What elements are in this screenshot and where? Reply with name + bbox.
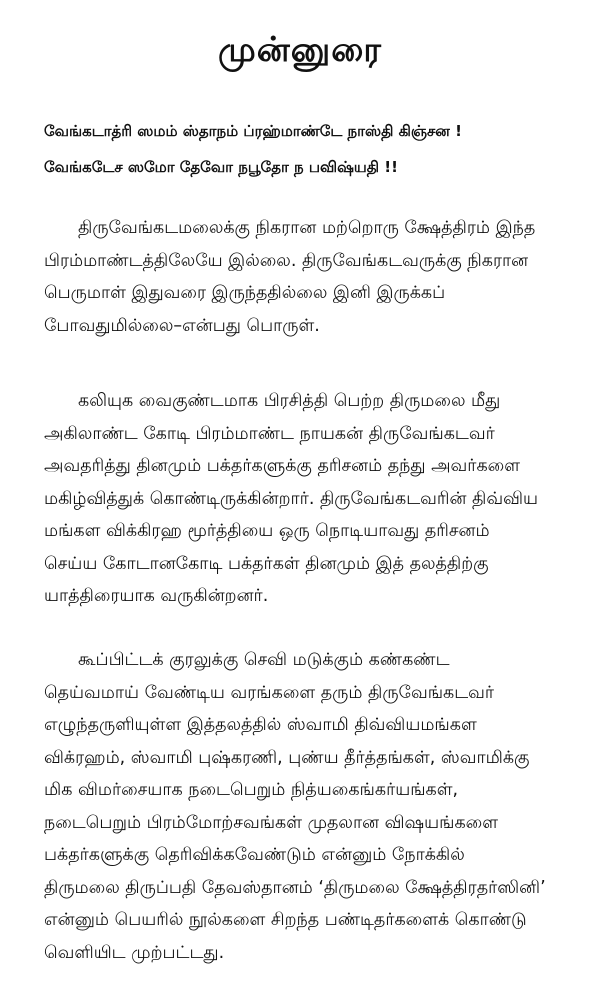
sloka-line-1: வேங்கடாத்ரி ஸமம் ஸ்தாநம் ப்ரஹ்மாண்டே நாஸ்தி கிஞ்சன !	[44, 122, 462, 140]
paragraph-line: கலியுக வைகுண்டமாக பிரசித்தி பெற்ற திருமலை மீது	[78, 391, 501, 411]
paragraph-3	[44, 644, 572, 969]
paragraph-line: மகிழ்வித்துக் கொண்டிருக்கின்றார். திருவேங்கடவரின் திவ்விய	[44, 488, 538, 509]
paragraph-line: தெய்வமாய் வேண்டிய வரங்களை தரும் திருவேங்கடவர்	[44, 682, 495, 703]
sloka-line-2: வேங்கடேச ஸமோ தேவோ நபூதோ ந பவிஷ்யதி !!	[44, 158, 398, 176]
paragraph-2	[44, 385, 572, 613]
paragraph-line: நடைபெறும் பிரம்மோற்சவங்கள் முதலான விஷயங்களை	[44, 812, 499, 833]
paragraph-line: மங்கள விக்கிரஹ மூர்த்தியை ஒரு நொடியாவது தரிசனம்	[44, 521, 490, 541]
paragraph-line: பக்தர்களுக்கு தெரிவிக்கவேண்டும் என்னும் நோக்கில்	[44, 845, 465, 865]
paragraph-1	[44, 212, 572, 342]
paragraph-line: யாத்திரையாக வருகின்றனர்.	[44, 586, 269, 606]
page-title: முன்னுரை	[218, 30, 382, 70]
paragraph-line: அவதரித்து தினமும் பக்தர்களுக்கு தரிசனம் தந்து அவர்களை	[44, 456, 520, 476]
paragraph-line: அகிலாண்ட கோடி பிரம்மாண்ட நாயகன் திருவேங்கடவர்	[44, 423, 495, 444]
paragraph-line: திருவேங்கடமலைக்கு நிகரான மற்றொரு க்ஷேத்திரம் இந்த	[78, 218, 536, 238]
paragraph-line: எழுந்தருளியுள்ள இத்தலத்தில் ஸ்வாமி திவ்வியமங்கள	[44, 715, 477, 735]
paragraph-line: மிக விமர்சையாக நடைபெறும் நித்யகைங்கர்யங்கள்,	[44, 780, 459, 800]
paragraph-line: பிரம்மாண்டத்திலேயே இல்லை. திருவேங்கடவருக்கு நிகரான	[44, 250, 529, 271]
paragraph-line: என்னும் பெயரில் நூல்களை சிறந்த பண்டிதர்களைக் கொண்டு	[44, 910, 527, 930]
paragraph-line: செய்ய கோடானகோடி பக்தர்கள் தினமும் இத் தலத்திற்கு	[44, 553, 489, 574]
paragraph-line: போவதுமில்லை–என்பது பொருள்.	[44, 315, 320, 336]
paragraph-line: கூப்பிட்டக் குரலுக்கு செவி மடுக்கும் கண்கண்ட	[78, 650, 450, 670]
paragraph-line: வெளியிட முற்பட்டது.	[44, 942, 225, 963]
paragraph-line: திருமலை திருப்பதி தேவஸ்தானம் ‘திருமலை க்ஷேத்திரதர்ஸினி’	[44, 877, 546, 898]
paragraph-line: விக்ரஹம், ஸ்வாமி புஷ்கரணி, புண்ய தீர்த்தங்கள், ஸ்வாமிக்கு	[44, 747, 530, 768]
paragraph-line: பெருமாள் இதுவரை இருந்ததில்லை இனி இருக்கப்	[44, 283, 446, 303]
